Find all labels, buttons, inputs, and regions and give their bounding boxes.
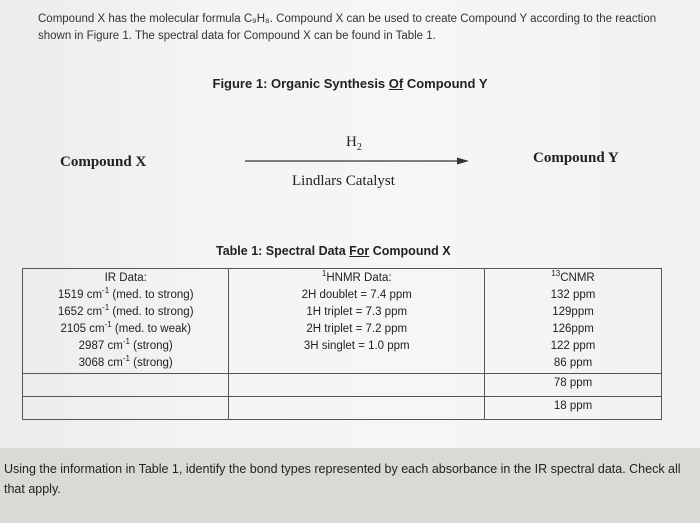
empty-cell (229, 374, 485, 397)
empty-cell (23, 397, 229, 420)
cnmr-shift: 129ppm (552, 306, 594, 318)
cnmr-shift: 86 ppm (553, 357, 593, 369)
reagent-label: $H_2$ (346, 134, 362, 153)
empty-cell (229, 397, 485, 420)
hnmr-data-cell (229, 269, 485, 374)
ir-data-cell (23, 269, 229, 374)
ir-peak: 2105 $cm^{-1}$ (med. to weak) (60, 320, 191, 335)
hnmr-signal: 3H singlet = 1.0 ppm (303, 340, 410, 352)
hnmr-signal: 2H doublet = 7.4 ppm (301, 289, 412, 301)
ir-header: IR Data: (104, 272, 147, 284)
reaction-arrow (245, 157, 470, 165)
question-text: Using the information in Table 1, identify the bond types represented by each absorbance in the IR spectral data. Check all that apply. (4, 462, 681, 496)
cnmr-shift: 132 ppm (550, 289, 596, 301)
product-label: Compound Y (533, 150, 619, 166)
spectral-data-table (22, 268, 662, 420)
cnmr-shift: 126ppm (552, 323, 594, 335)
hnmr-signal: 1H triplet = 7.3 ppm (306, 306, 408, 318)
hnmr-signal: 2H triplet = 7.2 ppm (306, 323, 408, 335)
table-row (23, 269, 662, 374)
cnmr-data-cell (485, 397, 662, 420)
empty-cell (23, 374, 229, 397)
ir-peak: 2987 $cm^{-1}$ (strong) (78, 337, 173, 352)
reactant-label: Compound X (60, 154, 147, 170)
hnmr-header: $^1$HNMR Data: (321, 269, 392, 284)
intro-paragraph: Compound X has the molecular formula C₉H₈. Compound X can be used to create Compound Y according to the reaction shown in Figure 1. The spectral data for Compound X can be found in Table 1. (38, 13, 657, 42)
catalyst-label: Lindlars Catalyst (292, 173, 395, 189)
table-row (23, 397, 662, 420)
cnmr-header: $^{13}$CNMR (551, 269, 595, 284)
cnmr-shift: 122 ppm (550, 340, 596, 352)
cnmr-shift: 78 ppm (553, 377, 593, 389)
cnmr-shift: 18 ppm (553, 400, 593, 412)
cnmr-data-cell (485, 269, 662, 374)
table-title: Table 1: Spectral Data For Compound X (216, 244, 451, 258)
ir-peak: 1652 $cm^{-1}$ (med. to strong) (57, 303, 194, 318)
figure-title: Figure 1: Organic Synthesis Of Compound Y (212, 76, 488, 91)
table-row (23, 374, 662, 397)
ir-peak: 3068 $cm^{-1}$ (strong) (78, 354, 173, 369)
cnmr-data-cell (485, 374, 662, 397)
ir-peak: 1519 $cm^{-1}$ (med. to strong) (57, 286, 194, 301)
